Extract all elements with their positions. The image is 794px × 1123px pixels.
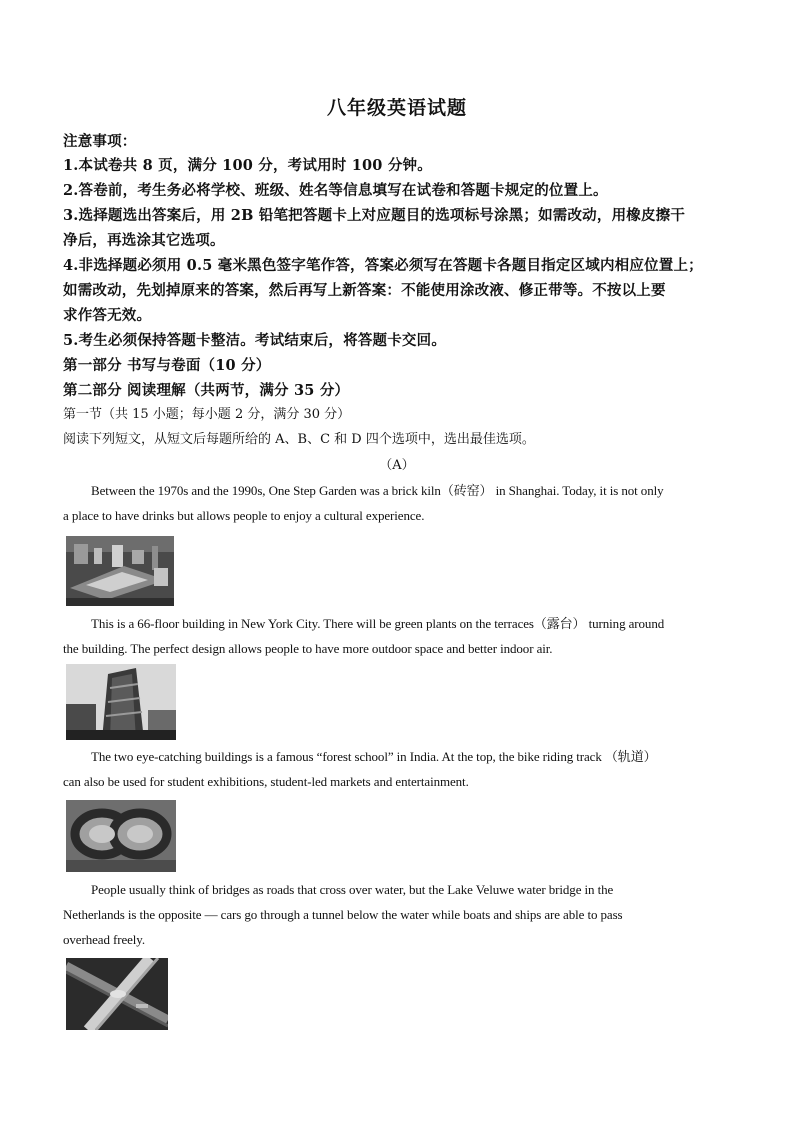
photo-forest-school <box>66 800 176 872</box>
paragraph-line: the building. The perfect design allows people to have more outdoor space and better indoor air. <box>63 641 553 656</box>
notice-line: 2.答卷前，考生务必将学校、班级、姓名等信息填写在试卷和答题卡规定的位置上。 <box>63 182 608 199</box>
notice-line: 如需改动，先划掉原来的答案，然后再写上新答案：不能使用涂改液、修正带等。不按以上要 <box>63 282 666 299</box>
paragraph-line: Between the 1970s and the 1990s, One Step Garden was a brick kiln（砖窑） in Shanghai. Today, it is not only <box>91 483 664 498</box>
notice-line: 净后，再选涂其它选项。 <box>63 232 225 249</box>
section-one-heading: 第一节（共 15 小题；每小题 2 分，满分 30 分） <box>63 407 351 422</box>
notice-heading: 注意事项： <box>63 133 137 150</box>
page-title: 八年级英语试题 <box>326 97 467 119</box>
paragraph-line: Netherlands is the opposite — cars go through a tunnel below the water while boats and ships are able to pass <box>63 907 623 922</box>
photo-veluwe-water-bridge <box>66 958 168 1030</box>
notice-line: 5.考生必须保持答题卡整洁。考试结束后，将答题卡交回。 <box>63 332 447 349</box>
paragraph-line: can also be used for student exhibitions, student-led markets and entertainment. <box>63 774 469 789</box>
paragraph-line: This is a 66-floor building in New York City. There will be green plants on the terraces（露台） turning around <box>91 616 665 631</box>
notice-line: 1.本试卷共 8 页，满分 100 分，考试用时 100 分钟。 <box>63 157 432 174</box>
passage-label: （A） <box>379 458 415 473</box>
part-two-heading: 第二部分 阅读理解（共两节，满分 35 分） <box>63 382 350 399</box>
paragraph-line: a place to have drinks but allows people to enjoy a cultural experience. <box>63 508 425 523</box>
paragraph-line: The two eye-catching buildings is a famous “forest school” in India. At the top, the bike riding track （轨道） <box>91 749 657 764</box>
paragraph-line: People usually think of bridges as roads that cross over water, but the Lake Veluwe water bridge in the <box>91 882 614 897</box>
part-one-heading: 第一部分 书写与卷面（10 分） <box>63 357 271 374</box>
paragraph-line: overhead freely. <box>63 932 146 947</box>
photo-new-york-tower <box>66 664 176 740</box>
notice-line: 3.选择题选出答案后，用 2B 铅笔把答题卡上对应题目的选项标号涂黑；如需改动，用橡皮擦干 <box>63 207 686 224</box>
notice-line: 求作答无效。 <box>63 307 152 324</box>
photo-one-step-garden <box>66 536 174 606</box>
notice-line: 4.非选择题必须用 0.5 毫米黑色签字笔作答，答案必须写在答题卡各题目指定区域内相应位置上； <box>63 257 703 274</box>
reading-instruction: 阅读下列短文，从短文后每题所给的 A、B、C 和 D 四个选项中，选出最佳选项。 <box>63 432 535 447</box>
